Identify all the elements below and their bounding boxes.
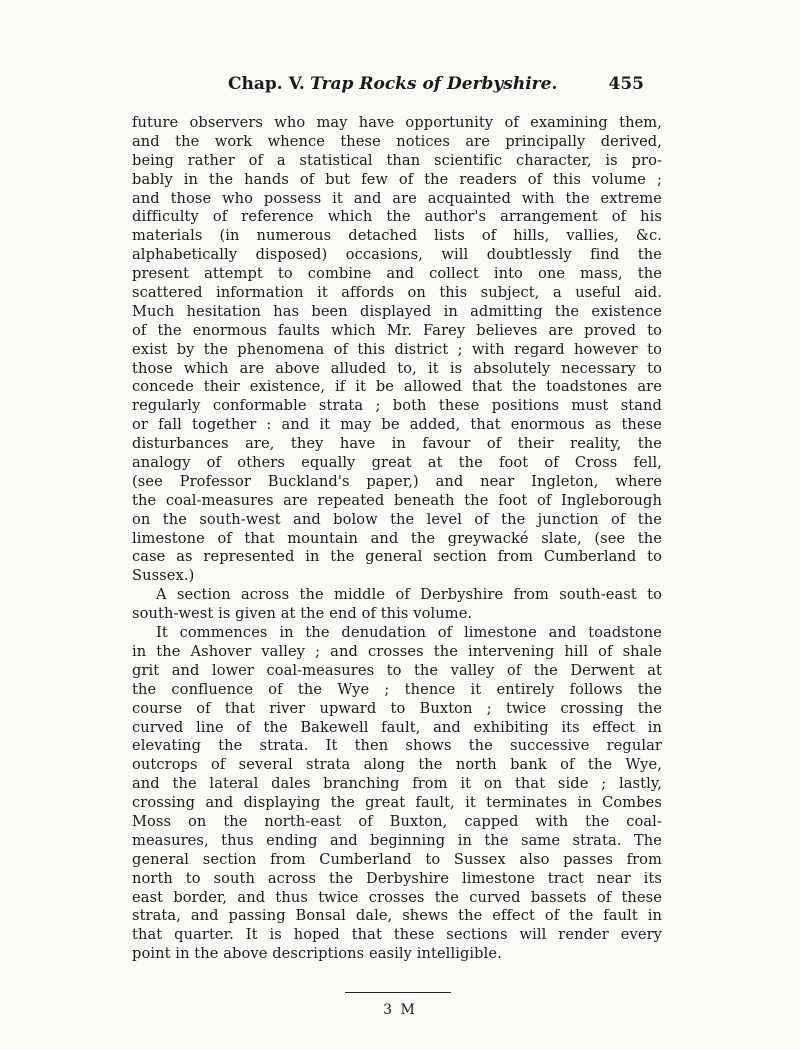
text-line: limestone of that mountain and the greywacké slate, (see the bbox=[132, 529, 662, 547]
text-line: the coal-measures are repeated beneath the foot of Ingleborough bbox=[132, 491, 662, 509]
text-line: being rather of a statistical than scientific character, is pro- bbox=[132, 151, 662, 169]
text-line: concede their existence, if it be allowed that the toadstones are bbox=[132, 378, 662, 396]
text-line: the confluence of the Wye ; thence it entirely follows the bbox=[132, 680, 662, 698]
text-line: (see Professor Buckland's paper,) and near Ingleton, where bbox=[132, 472, 662, 490]
text-line: Much hesitation has been displayed in admitting the existence bbox=[132, 302, 662, 320]
page-number: 455 bbox=[608, 74, 644, 94]
chapter-title: Trap Rocks of Derbyshire. bbox=[310, 74, 558, 94]
text-line: and the lateral dales branching from it on that side ; lastly, bbox=[132, 775, 662, 793]
text-line: analogy of others equally great at the foot of Cross fell, bbox=[132, 454, 662, 472]
text-line: difficulty of reference which the author's arrangement of his bbox=[132, 208, 662, 226]
body-text bbox=[132, 114, 662, 964]
chapter-label: Chap. V. bbox=[228, 74, 305, 94]
text-line: case as represented in the general section from Cumberland to bbox=[132, 548, 662, 566]
text-line: on the south-west and bolow the level of the junction of the bbox=[132, 510, 662, 528]
text-line: regularly conformable strata ; both these positions must stand bbox=[132, 397, 662, 415]
text-line: in the Ashover valley ; and crosses the intervening hill of shale bbox=[132, 642, 662, 660]
text-line: bably in the hands of but few of the readers of this volume ; bbox=[132, 170, 662, 188]
text-line: present attempt to combine and collect into one mass, the bbox=[132, 265, 662, 283]
text-line: elevating the strata. It then shows the successive regular bbox=[132, 737, 662, 755]
text-line: curved line of the Bakewell fault, and exhibiting its effect in bbox=[132, 718, 662, 736]
text-line: measures, thus ending and beginning in the same strata. The bbox=[132, 831, 662, 849]
text-line: outcrops of several strata along the north bank of the Wye, bbox=[132, 756, 662, 774]
text-line: and those who possess it and are acquainted with the extreme bbox=[132, 189, 662, 207]
text-line: south-west is given at the end of this volume. bbox=[132, 605, 473, 623]
running-header bbox=[228, 74, 644, 102]
text-line: future observers who may have opportunity of examining them, bbox=[132, 114, 662, 131]
text-line: east border, and thus twice crosses the curved bassets of these bbox=[132, 888, 662, 906]
footer-rule bbox=[345, 992, 451, 993]
text-line: Sussex.) bbox=[132, 567, 195, 585]
text-line: scattered information it affords on this subject, a useful aid. bbox=[132, 284, 662, 302]
text-line: and the work whence these notices are principally derived, bbox=[132, 132, 662, 150]
text-line: materials (in numerous detached lists of hills, vallies, &c. bbox=[132, 227, 662, 245]
text-line: Moss on the north-east of Buxton, capped with the coal- bbox=[132, 812, 662, 830]
text-line: general section from Cumberland to Sussex also passes from bbox=[132, 850, 662, 868]
text-line: course of that river upward to Buxton ; twice crossing the bbox=[132, 699, 662, 717]
text-line: or fall together : and it may be added, that enormous as these bbox=[132, 416, 662, 434]
header-title bbox=[228, 74, 557, 94]
text-line: point in the above descriptions easily intelligible. bbox=[132, 945, 502, 963]
text-line: It commences in the denudation of limestone and toadstone bbox=[156, 624, 662, 642]
text-line: exist by the phenomena of this district ; with regard however to bbox=[132, 340, 662, 358]
text-line: alphabetically disposed) occasions, will doubtlessly find the bbox=[132, 246, 662, 264]
text-line: of the enormous faults which Mr. Farey believes are proved to bbox=[132, 321, 662, 339]
text-line: crossing and displaying the great fault, it terminates in Combes bbox=[132, 794, 662, 812]
text-line: those which are above alluded to, it is absolutely necessary to bbox=[132, 359, 662, 377]
text-line: disturbances are, they have in favour of their reality, the bbox=[132, 435, 662, 453]
text-line: that quarter. It is hoped that these sections will render every bbox=[132, 926, 662, 944]
text-line: A section across the middle of Derbyshire from south-east to bbox=[156, 586, 662, 604]
signature-mark: 3 M bbox=[383, 1002, 417, 1018]
text-line: north to south across the Derbyshire limestone tract near its bbox=[132, 869, 662, 887]
text-line: grit and lower coal-measures to the valley of the Derwent at bbox=[132, 661, 662, 679]
text-line: strata, and passing Bonsal dale, shews the effect of the fault in bbox=[132, 907, 662, 925]
